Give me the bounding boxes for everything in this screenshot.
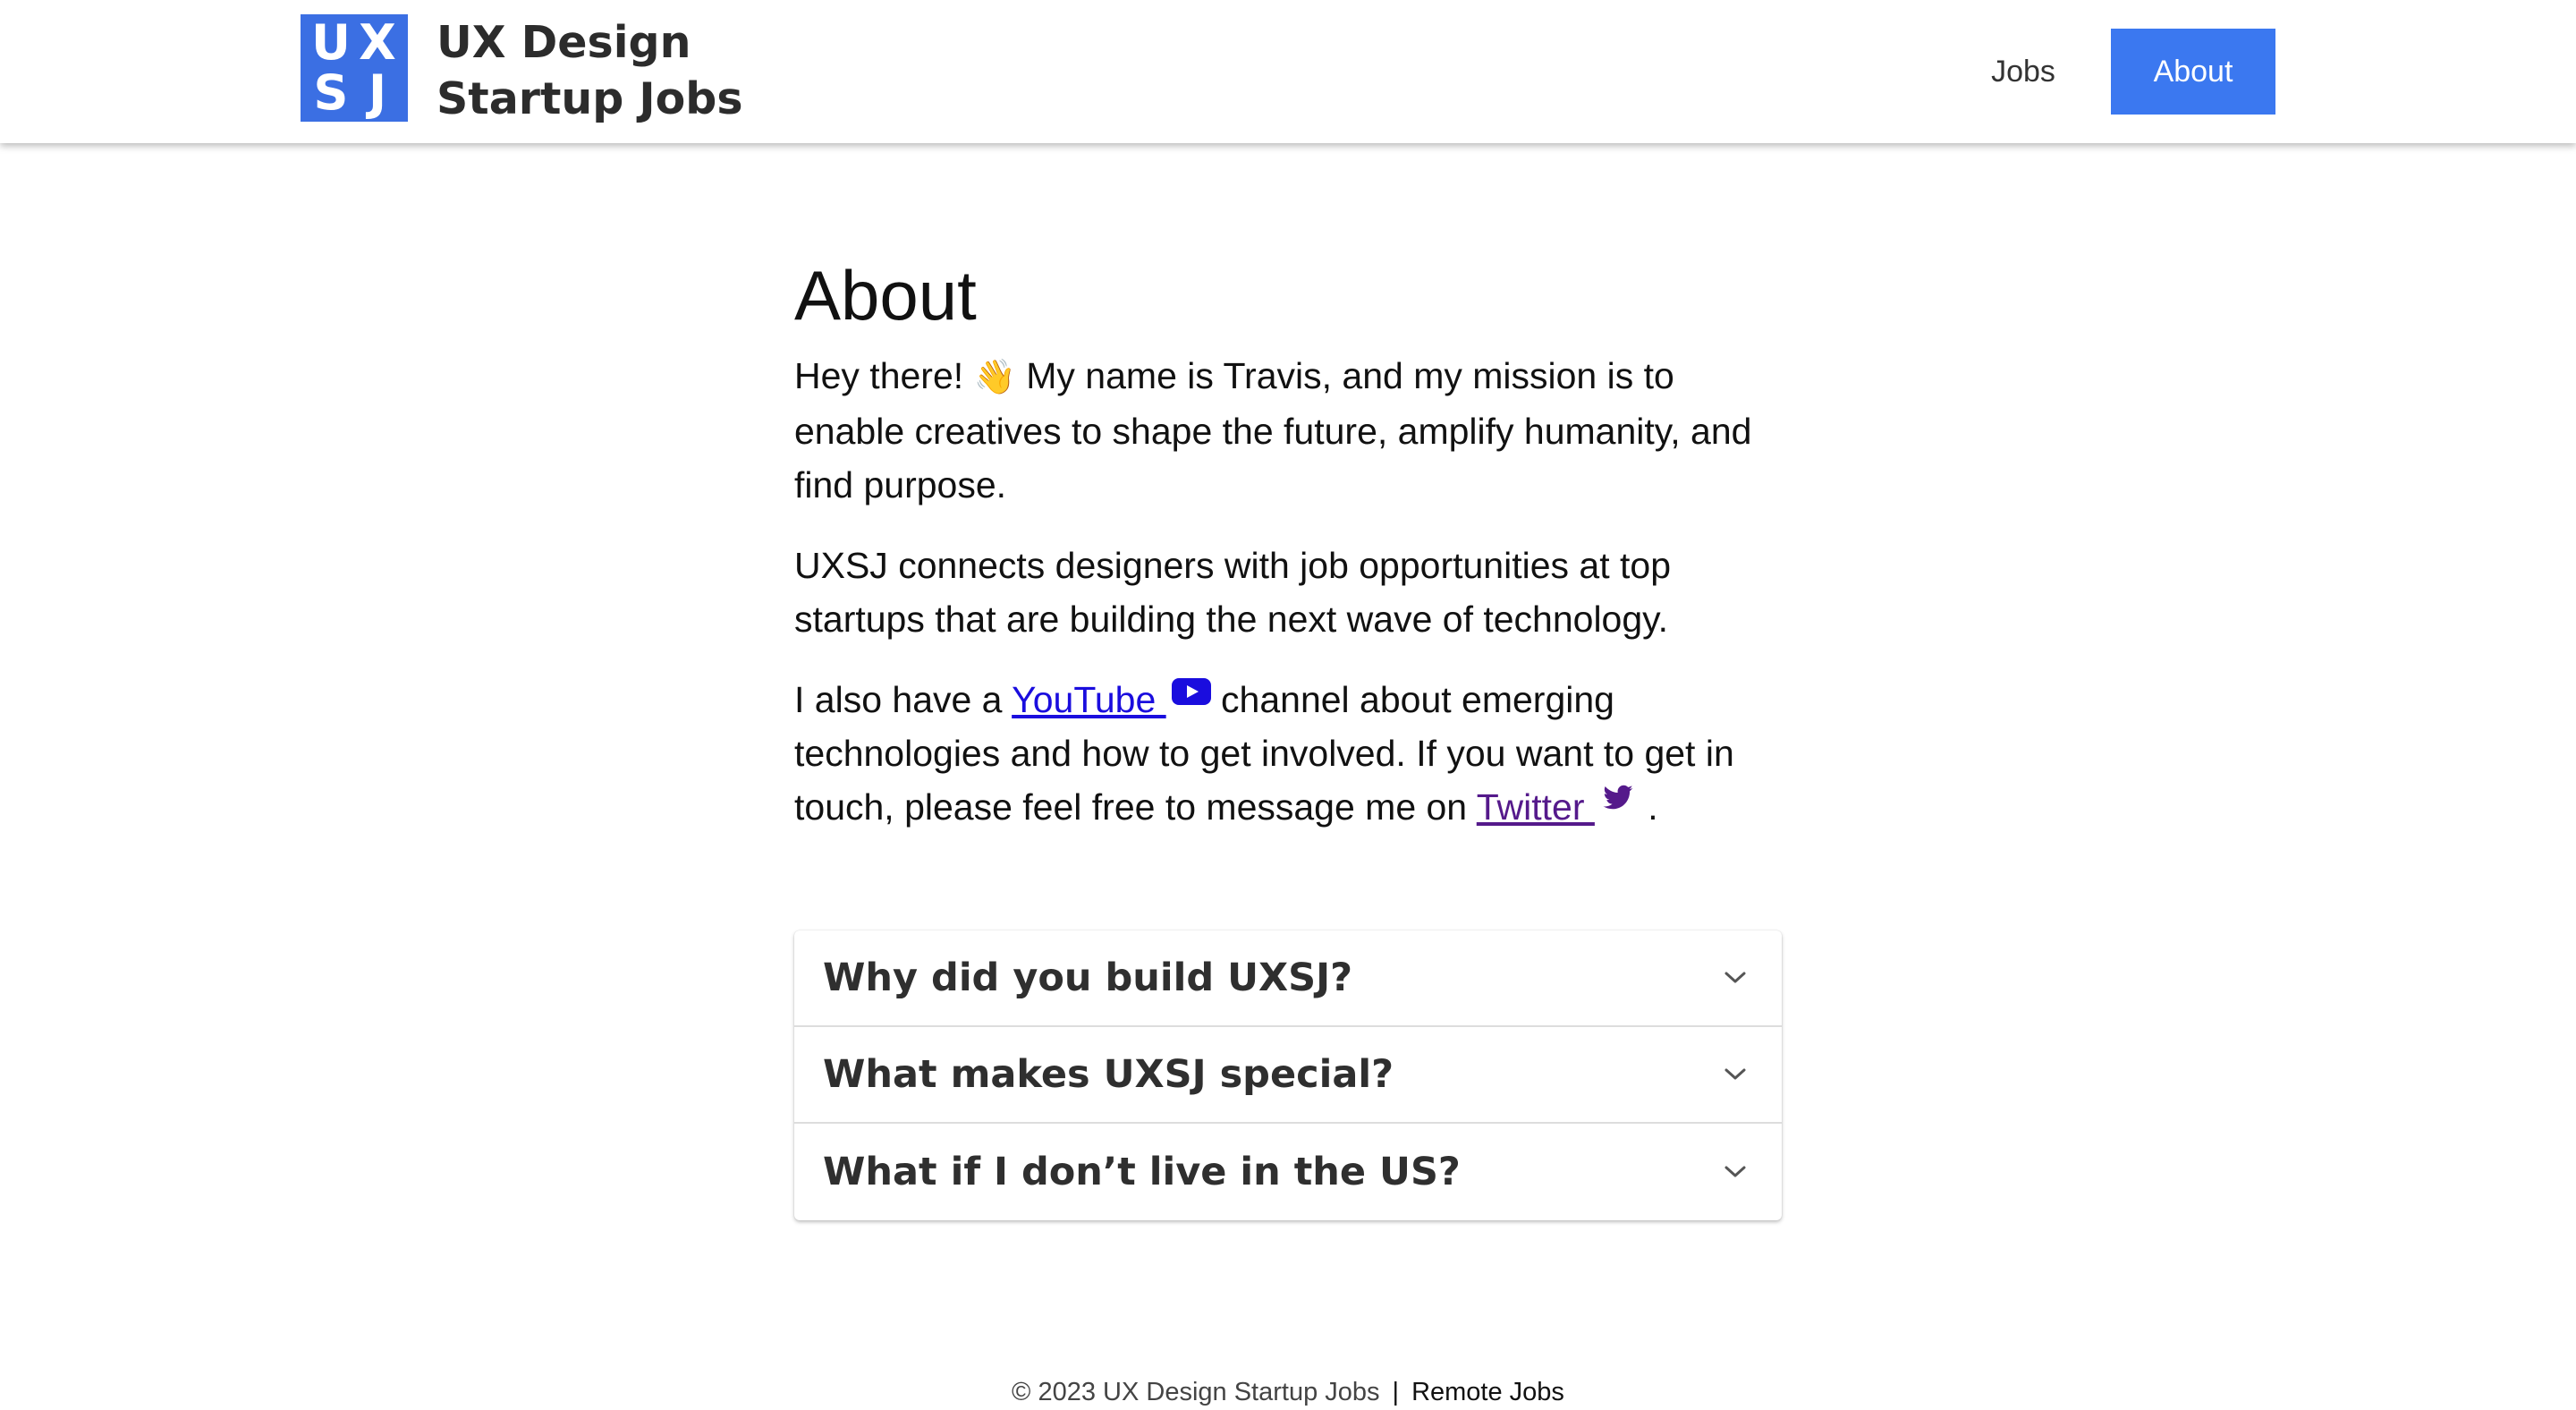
footer-separator: |	[1392, 1378, 1400, 1406]
faq-item[interactable]	[794, 1027, 1782, 1124]
chevron-down-icon[interactable]	[1717, 960, 1753, 996]
mission-paragraph: UXSJ connects designers with job opportunities at top startups that are building the next wave of technology.	[794, 545, 1671, 640]
waving-hand-emoji: 👋	[973, 359, 1016, 396]
youtube-icon	[1172, 678, 1211, 705]
logo-letter: X	[359, 14, 396, 71]
footer-copyright: © 2023 UX Design Startup Jobs	[1012, 1378, 1380, 1406]
logo-letter: S	[313, 64, 349, 121]
faq-item[interactable]	[794, 1124, 1782, 1220]
about-content	[794, 242, 1782, 861]
brand-line-1: UX Design	[436, 17, 691, 68]
twitter-link-label: Twitter	[1476, 786, 1595, 828]
faq-accordion	[794, 930, 1782, 1220]
logo[interactable]	[301, 14, 408, 122]
intro-text-1: Hey there!	[794, 355, 974, 396]
youtube-link-label: YouTube	[1012, 679, 1166, 720]
nav-about-button[interactable]: About	[2111, 29, 2275, 115]
intro-text-2: My name is Travis, and my mission is to enable creatives to shape the future, amplify humanity, and find purpose.	[794, 355, 1752, 505]
faq-question: What if I don’t live in the US?	[823, 1150, 1461, 1194]
site-header	[0, 0, 2576, 143]
site-footer	[0, 1374, 2576, 1410]
contact-text-2: channel about emerging technologies and how to get involved. If you want to get in touch, please feel free to message me on	[794, 679, 1734, 828]
brand-name[interactable]	[436, 14, 794, 127]
youtube-link[interactable]	[1012, 679, 1211, 720]
contact-paragraph	[794, 673, 1782, 834]
brand-line-2: Startup Jobs	[436, 73, 743, 124]
logo-letter: J	[368, 64, 387, 121]
faq-question: What makes UXSJ special?	[823, 1052, 1394, 1097]
faq-question: Why did you build UXSJ?	[823, 956, 1353, 1000]
intro-paragraph	[794, 349, 1782, 512]
contact-text-1: I also have a	[794, 679, 1013, 720]
chevron-down-icon[interactable]	[1717, 1057, 1753, 1092]
contact-text-3: .	[1637, 786, 1658, 828]
logo-letter: U	[311, 14, 351, 71]
nav-jobs-link[interactable]: Jobs	[1991, 54, 2055, 89]
faq-item[interactable]	[794, 930, 1782, 1027]
remote-jobs-link[interactable]: Remote Jobs	[1411, 1378, 1564, 1406]
twitter-link[interactable]	[1477, 786, 1638, 828]
chevron-down-icon[interactable]	[1717, 1154, 1753, 1190]
page-title: About	[794, 256, 977, 335]
twitter-icon	[1598, 782, 1638, 814]
